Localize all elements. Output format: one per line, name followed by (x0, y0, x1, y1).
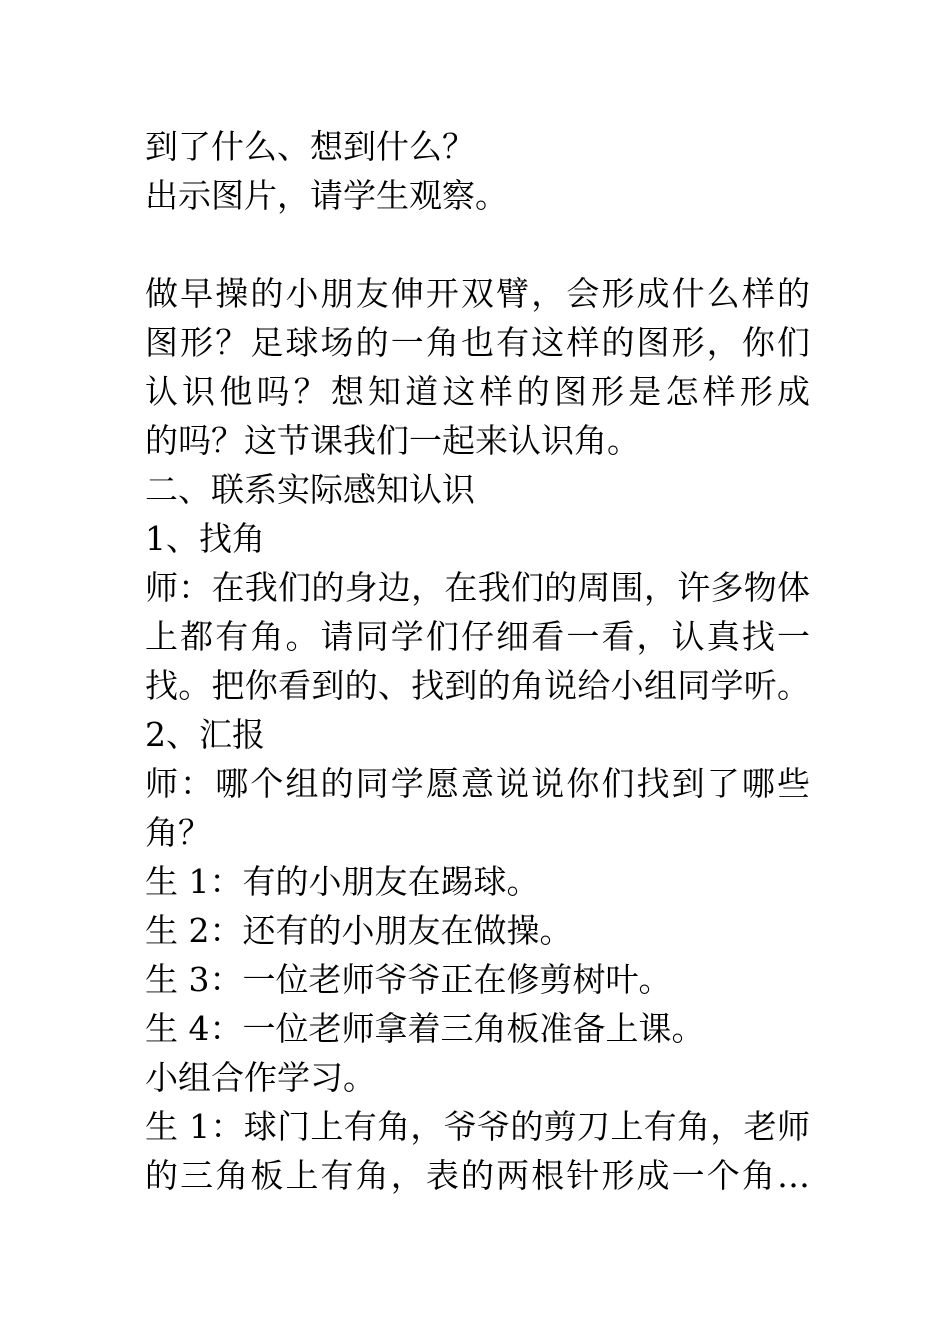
text-line: 到了什么、想到什么？ (145, 127, 475, 166)
text-line: 生 1：有的小朋友在踢球。 (145, 862, 540, 901)
text-line: 的吗？这节课我们一起来认识角。 (145, 421, 640, 460)
text-line: 出示图片，请学生观察。 (145, 176, 508, 215)
document-body (145, 122, 810, 1200)
text-line: 认识他吗？想知道这样的图形是怎样形成 (145, 372, 810, 411)
text-line: 生 1：球门上有角，爷爷的剪刀上有角，老师 (145, 1107, 810, 1146)
subsection-heading: 1、找角 (145, 519, 265, 558)
text-line: 图形？足球场的一角也有这样的图形，你们 (145, 323, 810, 362)
text-line: 的三角板上有角，表的两根针形成一个角… (145, 1156, 810, 1195)
text-line: 生 4：一位老师拿着三角板准备上课。 (145, 1009, 705, 1048)
section-heading: 二、联系实际感知认识 (145, 470, 475, 509)
text-line: 师：在我们的身边，在我们的周围，许多物体 (145, 568, 810, 607)
text-line: 师：哪个组的同学愿意说说你们找到了哪些 (145, 764, 810, 803)
text-line: 做早操的小朋友伸开双臂，会形成什么样的 (145, 274, 810, 313)
text-line: 角？ (145, 813, 211, 852)
subsection-heading: 2、汇报 (145, 715, 265, 754)
text-line: 上都有角。请同学们仔细看一看，认真找一 (145, 617, 810, 656)
text-line: 小组合作学习。 (145, 1058, 376, 1097)
text-line: 生 2：还有的小朋友在做操。 (145, 911, 573, 950)
text-line: 生 3：一位老师爷爷正在修剪树叶。 (145, 960, 672, 999)
blank-line (145, 220, 810, 269)
text-line: 找。把你看到的、找到的角说给小组同学听。 (145, 666, 810, 705)
